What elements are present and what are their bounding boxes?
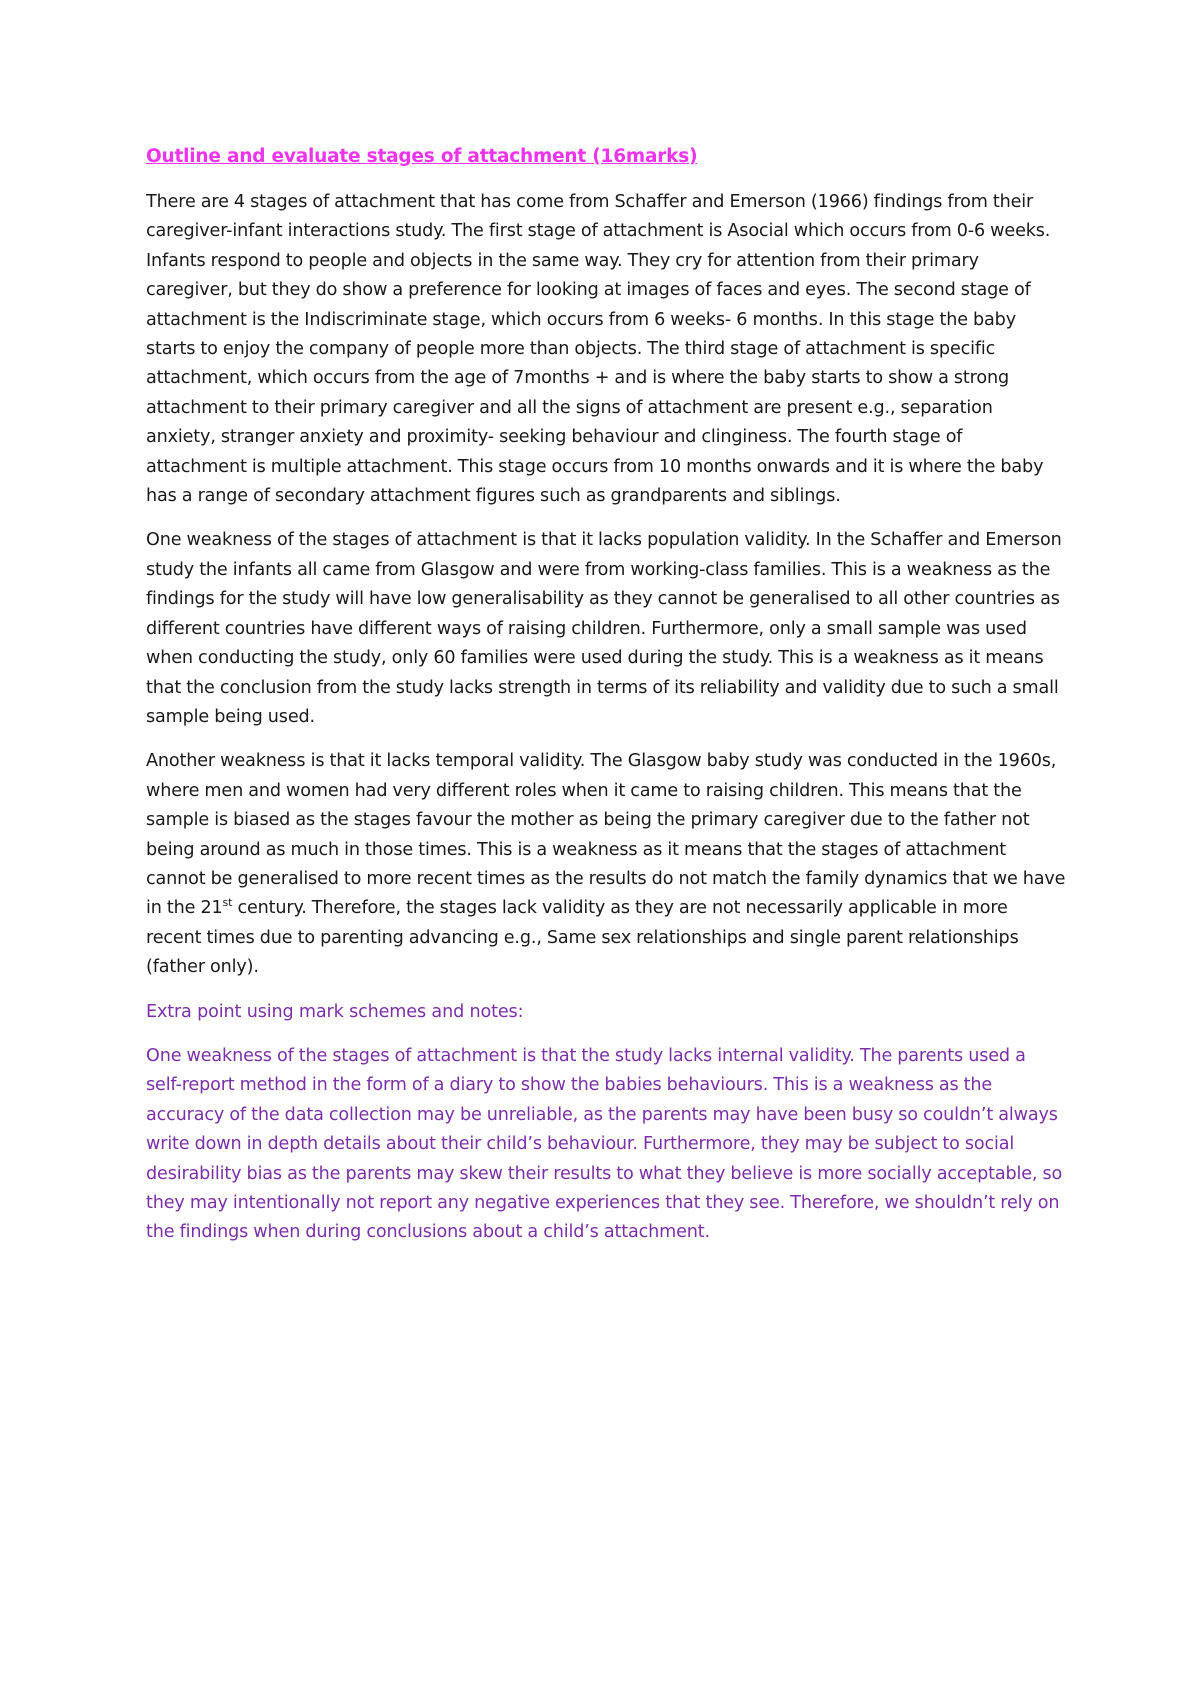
paragraph-internal-validity: One weakness of the stages of attachment is that the study lacks internal validity. The parents used a self-report method in the form of a diary to show the babies behaviours. This is a weakness as the accuracy of the data collection may be unreliable, as the parents may have been busy so couldn’t always write down in depth details about their child’s behaviour. Furthermore, they may be subject to social desirability bias as the parents may skew their results to what they believe is more socially acceptable, so they may intentionally not report any negative experiences that they see. Therefore, we shouldn’t rely on the findings when during conclusions about a child’s attachment. xyxy=(146,1045,1063,1243)
ordinal-suffix: st xyxy=(222,896,233,910)
paragraph-stages-outline: There are 4 stages of attachment that has come from Schaffer and Emerson (1966) findings from their caregiver-infant interactions study. The first stage of attachment is Asocial which occurs from 0-6 weeks. Infants respond to people and objects in the same way. They cry for attention from their primary caregiver, but they do show a preference for looking at images of faces and eyes. The second stage of attachment is the Indiscriminate stage, which occurs from 6 weeks- 6 months. In this stage the baby starts to enjoy the company of people more than objects. The third stage of attachment is specific attachment, which occurs from the age of 7months + and is where the baby starts to show a strong attachment to their primary caregiver and all the signs of attachment are present e.g., separation anxiety, stranger anxiety and proximity- seeking behaviour and clinginess. The fourth stage of attachment is multiple attachment. This stage occurs from 10 months onwards and it is where the baby has a range of secondary attachment figures such as grandparents and siblings. xyxy=(146,192,1051,507)
paragraph-temporal-validity-part-1: Another weakness is that it lacks temporal validity. The Glasgow baby study was conducted in the 1960s, where men and women had very different roles when it came to raising children. This means that the sample is biased as the stages favour the mother as being the primary caregiver due to the father not being around as much in those times. This is a weakness as it means that the stages of attachment cannot be generalised to more recent times as the results do not match the family dynamics that we have in the 21 xyxy=(146,751,1066,919)
extra-point-heading: Extra point using mark schemes and notes: xyxy=(146,1001,524,1022)
paragraph-temporal-validity-part-2: century. Therefore, the stages lack validity as they are not necessarily applicable in more recent times due to parenting advancing e.g., Same sex relationships and single parent relationships (father only). xyxy=(146,898,1019,978)
document-page xyxy=(146,143,1066,1263)
paragraph-population-validity: One weakness of the stages of attachment is that it lacks population validity. In the Schaffer and Emerson study the infants all came from Glasgow and were from working-class families. This is a weakness as the findings for the study will have low generalisability as they cannot be generalised to all other countries as different countries have different ways of raising children. Furthermore, only a small sample was used when conducting the study, only 60 families were used during the study. This is a weakness as it means that the conclusion from the study lacks strength in terms of its reliability and validity due to such a small sample being used. xyxy=(146,530,1062,727)
paragraph-temporal-validity xyxy=(146,747,1066,982)
document-title: Outline and evaluate stages of attachment (16marks) xyxy=(146,146,698,167)
